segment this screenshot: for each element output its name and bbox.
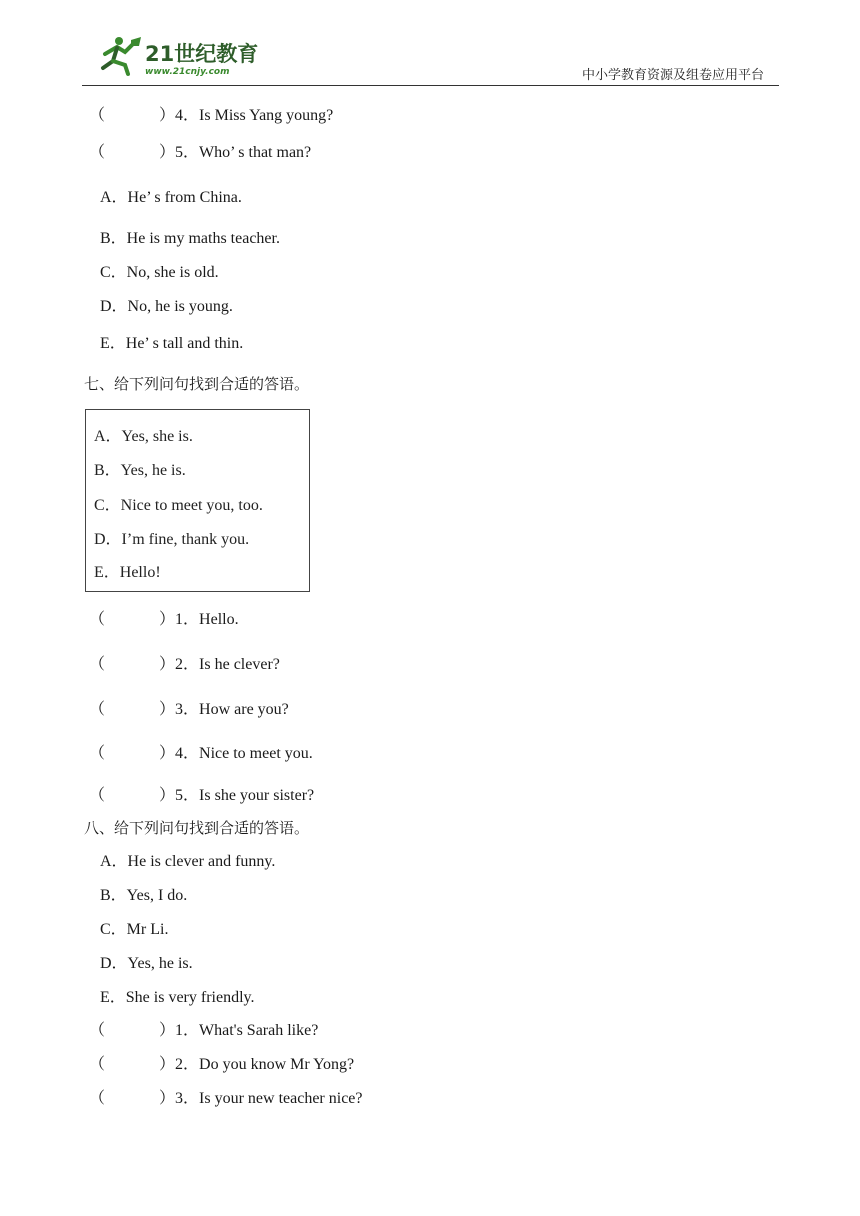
question-row: （ ）2．Is he clever? [89, 656, 280, 673]
box-option: D．I’m fine, thank you. [94, 531, 250, 548]
question-row: （ ）1．What's Sarah like? [89, 1022, 319, 1039]
runner-icon [103, 37, 141, 74]
logo-text: 21世纪教育 [145, 42, 259, 66]
question-row: （ ）3．How are you? [89, 701, 289, 718]
question-row: （ ）5．Is she your sister? [89, 787, 315, 804]
answer-option: C．Mr Li. [100, 921, 169, 938]
section-heading: 八、给下列问句找到合适的答语。 [84, 819, 310, 837]
answer-option: E．He’ s tall and thin. [100, 335, 244, 352]
box-option: B．Yes, he is. [94, 462, 186, 479]
answer-option: B．Yes, I do. [100, 887, 188, 904]
box-option: A．Yes, she is. [94, 428, 193, 445]
answer-option: E．She is very friendly. [100, 989, 255, 1006]
options-box [85, 409, 310, 592]
question-row: （ ）3．Is your new teacher nice? [89, 1090, 363, 1107]
box-option: C．Nice to meet you, too. [94, 497, 263, 514]
answer-option: B．He is my maths teacher. [100, 230, 280, 247]
answer-option: C．No, she is old. [100, 264, 219, 281]
site-name: 中小学教育资源及组卷应用平台 [582, 68, 765, 83]
box-option: E．Hello! [94, 564, 161, 581]
section-heading: 七、给下列问句找到合适的答语。 [84, 375, 310, 393]
site-logo [95, 34, 265, 78]
question-row: （ ）5．Who’ s that man? [89, 144, 312, 161]
answer-option: A．He’ s from China. [100, 189, 242, 206]
logo-url: www.21cnjy.com [145, 67, 230, 77]
answer-option: D．No, he is young. [100, 298, 233, 315]
header-divider [82, 85, 779, 86]
question-row: （ ）1．Hello. [89, 611, 239, 628]
answer-option: D．Yes, he is. [100, 955, 193, 972]
question-row: （ ）4．Nice to meet you. [89, 745, 313, 762]
question-row: （ ）4．Is Miss Yang young? [89, 107, 334, 124]
answer-option: A．He is clever and funny. [100, 853, 276, 870]
question-row: （ ）2．Do you know Mr Yong? [89, 1056, 355, 1073]
